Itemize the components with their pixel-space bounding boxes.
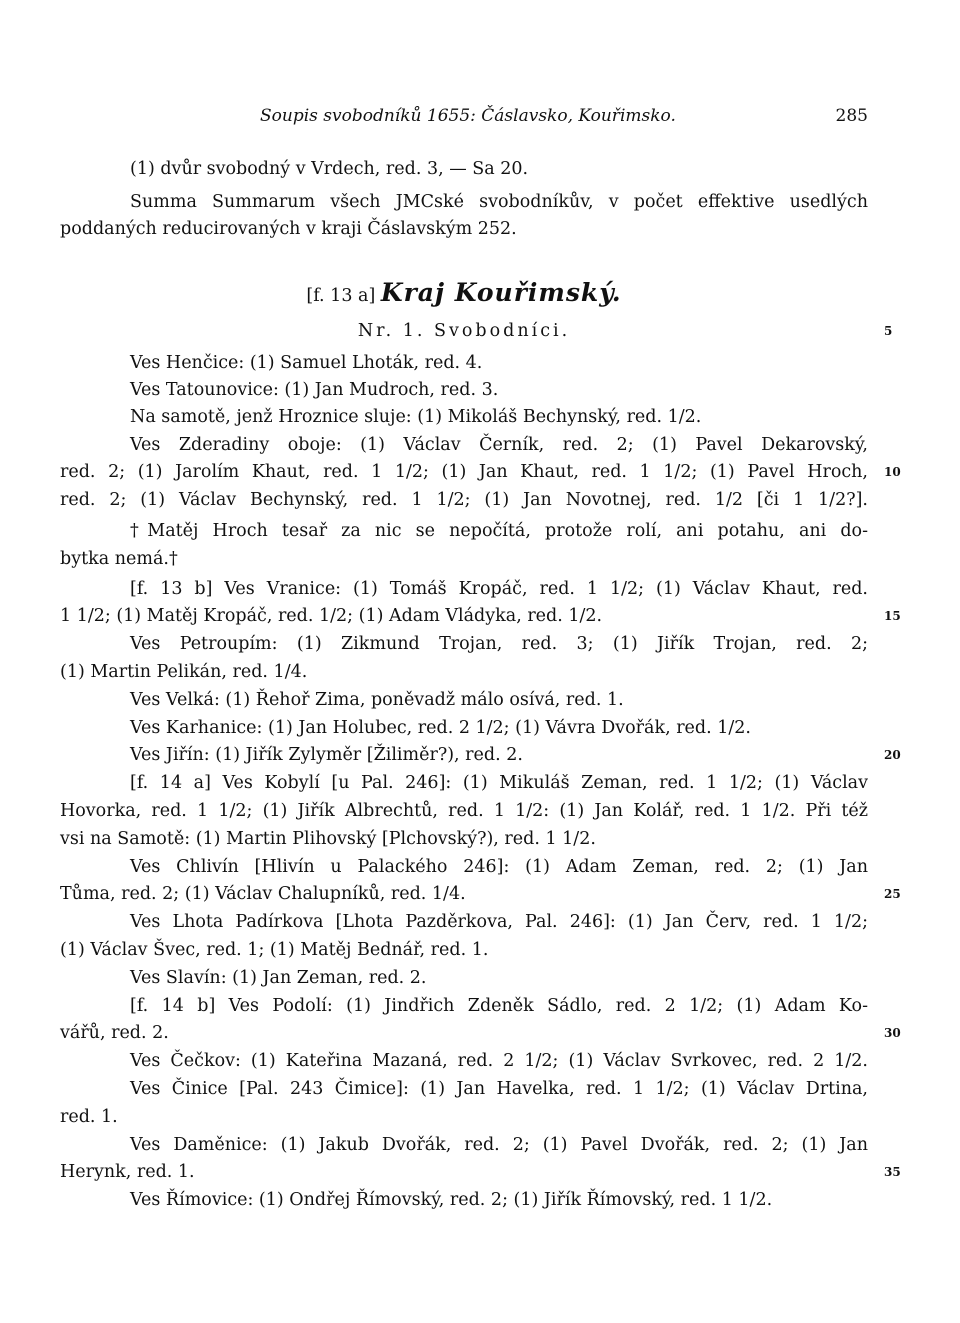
text-line: Ves Velká: (1) Řehoř Zima, poněvadž málo osívá, red. 1. [130, 690, 624, 710]
text-line: (1) Martin Pelikán, red. 1/4. [60, 662, 308, 682]
folio-marker: [f. 13 a] [306, 286, 376, 306]
text-line: Ves Chlivín [Hlivín u Palackého 246]: (1) Adam Zeman, red. 2; (1) Jan [130, 857, 868, 877]
text-line: Tůma, red. 2; (1) Václav Chalupníků, red. 1/4. [60, 884, 466, 904]
line-number: 5 [884, 324, 893, 338]
text-line: vsi na Samotě: (1) Martin Plihovský [Plchovský?), red. 1 1/2. [60, 829, 596, 849]
text-line: [f. 14 b] Ves Podolí: (1) Jindřich Zdeněk Sádlo, red. 2 1/2; (1) Adam Ko- [130, 996, 868, 1016]
line-number: 30 [884, 1026, 901, 1040]
text-line: poddaných reducirovaných v kraji Čáslavským 252. [60, 219, 517, 239]
running-title: Soupis svobodníků 1655: Čáslavsko, Kouřimsko. [260, 106, 676, 126]
line-number: 20 [884, 748, 901, 762]
text-line: bytka nemá.† [60, 549, 178, 569]
line-number: 35 [884, 1165, 901, 1179]
region-title: Kraj Kouřimský. [380, 278, 622, 307]
running-header [60, 106, 868, 132]
line-number: 15 [884, 609, 901, 623]
text-line: Ves Tatounovice: (1) Jan Mudroch, red. 3. [130, 380, 499, 400]
text-line: vářů, red. 2. [60, 1023, 169, 1043]
text-line: (1) dvůr svobodný v Vrdech, red. 3, — Sa 20. [130, 159, 529, 179]
text-line: [f. 13 b] Ves Vranice: (1) Tomáš Kropáč, red. 1 1/2; (1) Václav Khaut, red. [130, 579, 868, 599]
text-line: Ves Petroupím: (1) Zikmund Trojan, red. 3; (1) Jiřík Trojan, red. 2; [130, 634, 868, 654]
text-line: Ves Čečkov: (1) Kateřina Mazaná, red. 2 1/2; (1) Václav Svrkovec, red. 2 1/2. [130, 1051, 868, 1071]
line-number: 25 [884, 887, 901, 901]
text-line: [f. 14 a] Ves Kobylí [u Pal. 246]: (1) Mikuláš Zeman, red. 1 1/2; (1) Václav [130, 773, 868, 793]
text-line: Na samotě, jenž Hroznice sluje: (1) Mikoláš Bechynský, red. 1/2. [130, 407, 702, 427]
text-line: red. 2; (1) Václav Bechynský, red. 1 1/2; (1) Jan Novotnej, red. 1/2 [či 1 1/2?]. [60, 490, 868, 510]
text-line: Ves Henčice: (1) Samuel Lhoták, red. 4. [130, 353, 483, 373]
text-line: Ves Karhanice: (1) Jan Holubec, red. 2 1/2; (1) Vávra Dvořák, red. 1/2. [130, 718, 751, 738]
text-line: Ves Daměnice: (1) Jakub Dvořák, red. 2; (1) Pavel Dvořák, red. 2; (1) Jan [130, 1135, 868, 1155]
section-heading [60, 276, 868, 310]
text-line: 1 1/2; (1) Matěj Kropáč, red. 1/2; (1) Adam Vládyka, red. 1/2. [60, 606, 603, 626]
text-line: Ves Slavín: (1) Jan Zeman, red. 2. [130, 968, 427, 988]
text-line: †Matěj Hroch tesař za nic se nepočítá, protože rolí, ani potahu, ani do- [130, 521, 868, 541]
text-line: red. 2; (1) Jarolím Khaut, red. 1 1/2; (1) Jan Khaut, red. 1 1/2; (1) Pavel Hroch, [60, 462, 868, 482]
subsection-heading: Nr. 1. Svobodníci. [357, 321, 571, 341]
text-line: Herynk, red. 1. [60, 1162, 195, 1182]
text-line: Ves Lhota Padírkova [Lhota Pazděrkova, Pal. 246]: (1) Jan Červ, red. 1 1/2; [130, 912, 868, 932]
page-number: 285 [835, 106, 868, 126]
text-line: Ves Zderadiny oboje: (1) Václav Černík, red. 2; (1) Pavel Dekarovský, [130, 435, 868, 455]
text-line: Ves Římovice: (1) Ondřej Římovský, red. 2; (1) Jiřík Římovský, red. 1 1/2. [130, 1190, 773, 1210]
text-line: red. 1. [60, 1107, 118, 1127]
text-line: Ves Činice [Pal. 243 Čimice]: (1) Jan Havelka, red. 1 1/2; (1) Václav Drtina, [130, 1079, 868, 1099]
text-line: (1) Václav Švec, red. 1; (1) Matěj Bednář, red. 1. [60, 940, 489, 960]
text-line: Hovorka, red. 1 1/2; (1) Jiřík Albrechtů, red. 1 1/2: (1) Jan Kolář, red. 1 1/2. Při též [60, 801, 868, 821]
text-line: Summa Summarum všech JMCské svobodníkův, v počet effektive usedlých [130, 192, 868, 212]
text-line: Ves Jiřín: (1) Jiřík Zylyměr [Žiliměr?), red. 2. [130, 745, 523, 765]
line-number: 10 [884, 465, 901, 479]
